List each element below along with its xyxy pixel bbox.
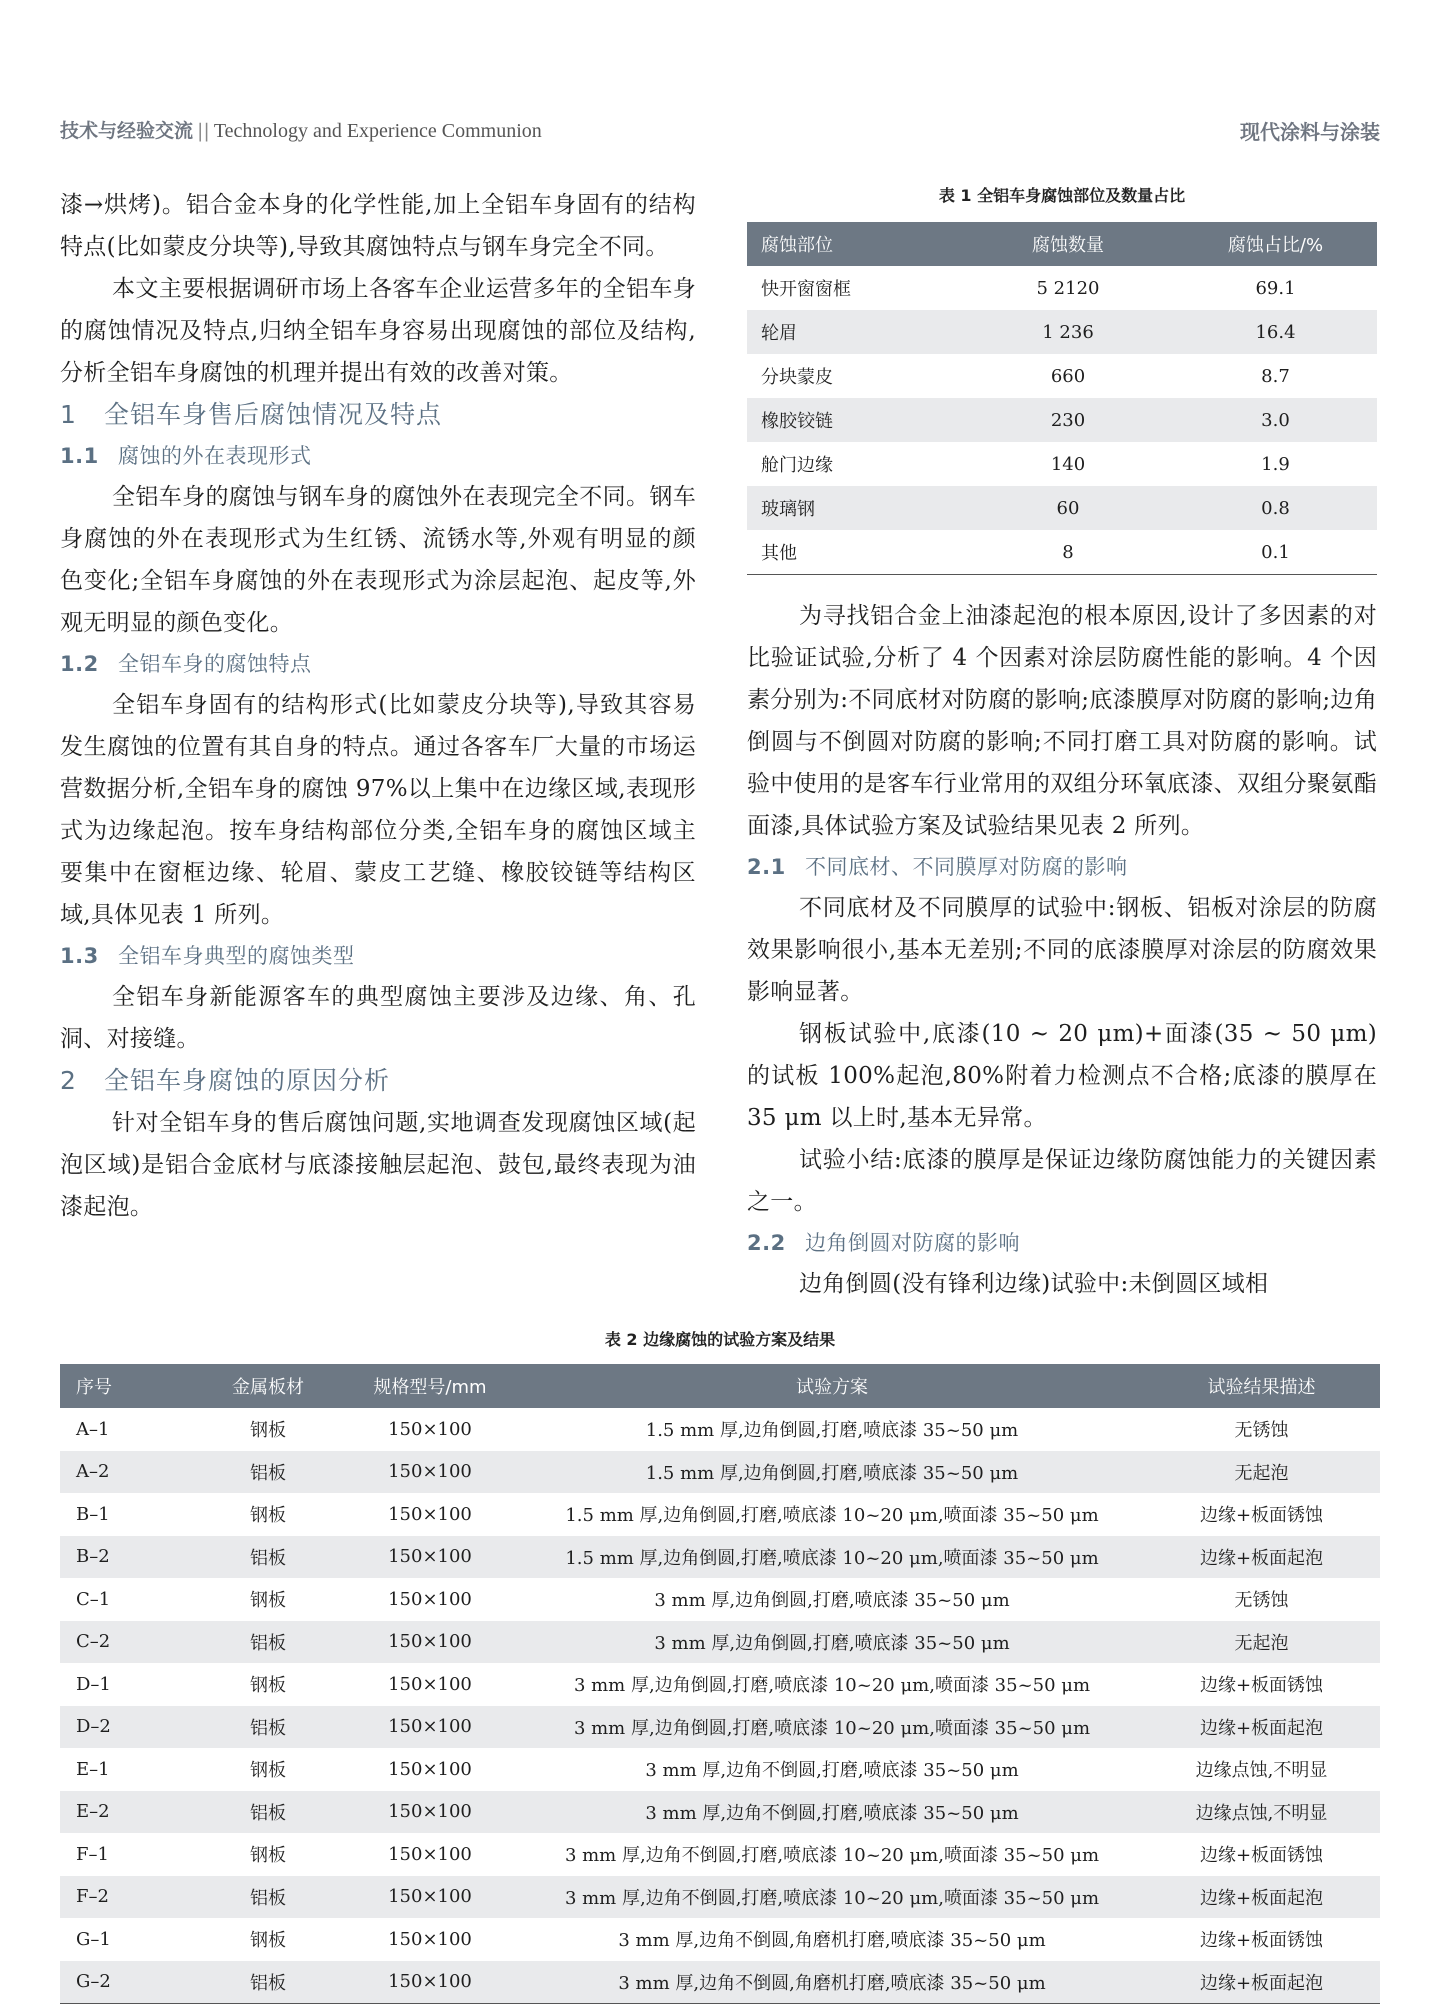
table-cell: 钢板 xyxy=(250,1505,286,1527)
paragraph: 试验小结:底漆的膜厚是保证边缘防腐蚀能力的关键因素之一。 xyxy=(747,1147,1377,1215)
section-heading xyxy=(60,394,696,436)
paragraph: 本文主要根据调研市场上各客车企业运营多年的全铝车身的腐蚀情况及特点,归纳全铝车身容易出现腐蚀的部位及结构,分析全铝车身腐蚀的机理并提出有效的改善对策。 xyxy=(60,276,696,386)
table-header-cell: 腐蚀占比/% xyxy=(1174,222,1377,266)
paragraph: 全铝车身固有的结构形式(比如蒙皮分块等),导致其容易发生腐蚀的位置有其自身的特点。通过各客车厂大量的市场运营数据分析,全铝车身的腐蚀 97%以上集中在边缘区域,表现形式为边缘起泡。按车身结构部位分类,全铝车身的腐蚀区域主要集中在窗框边缘、轮眉、蒙皮工艺缝、橡胶铰链等结构区域,具体见表 1 所列。 xyxy=(60,692,696,928)
table-header-cell: 腐蚀数量 xyxy=(962,222,1174,266)
table-cell: 铝板 xyxy=(197,1791,339,1834)
table-row xyxy=(60,1748,1380,1791)
table-cell: 3 mm 厚,边角不倒圆,打磨,喷底漆 10~20 μm,喷面漆 35~50 μm xyxy=(521,1876,1143,1919)
table-cell: 150×100 xyxy=(388,1843,472,1865)
table-cell: B–1 xyxy=(76,1503,110,1525)
table-cell: 60 xyxy=(962,486,1174,530)
table-cell: 150×100 xyxy=(339,1451,521,1494)
table-cell: 150×100 xyxy=(388,1418,472,1440)
table-header-cell: 试验结果描述 xyxy=(1143,1364,1380,1408)
table-row xyxy=(747,398,1377,442)
table-cell: 150×100 xyxy=(339,1621,521,1664)
table-cell: C–2 xyxy=(60,1621,197,1664)
table-cell: 钢板 xyxy=(250,1760,286,1782)
table-cell: 150×100 xyxy=(388,1758,472,1780)
table-cell: 150×100 xyxy=(388,1673,472,1695)
table-cell: 1.5 mm 厚,边角倒圆,打磨,喷底漆 10~20 μm,喷面漆 35~50 μm xyxy=(521,1536,1143,1579)
table-cell: 3 mm 厚,边角不倒圆,打磨,喷底漆 35~50 μm xyxy=(521,1791,1143,1834)
table-cell: 150×100 xyxy=(388,1588,472,1610)
table-cell: 5 2120 xyxy=(1036,277,1100,299)
table-cell: 铝板 xyxy=(197,1706,339,1749)
table-header-cell: 腐蚀部位 xyxy=(747,222,962,266)
table-row xyxy=(60,1578,1380,1621)
table-cell: 150×100 xyxy=(388,1928,472,1950)
table-row xyxy=(747,486,1377,530)
subsection-heading xyxy=(747,847,1377,887)
section-number: 2 xyxy=(60,1066,77,1095)
table-cell: 1.5 mm 厚,边角倒圆,打磨,喷底漆 35~50 μm xyxy=(645,1420,1019,1442)
subsection-title: 腐蚀的外在表现形式 xyxy=(118,444,312,468)
table-cell: 69.1 xyxy=(1255,277,1296,299)
table-cell: 1.9 xyxy=(1261,453,1290,475)
subsection-number: 1.3 xyxy=(60,944,99,968)
table-row xyxy=(747,266,1377,310)
table-cell: 230 xyxy=(962,398,1174,442)
table-cell: 1.5 mm 厚,边角倒圆,打磨,喷底漆 10~20 μm,喷面漆 35~50 μm xyxy=(565,1505,1099,1527)
section-heading xyxy=(60,1060,696,1102)
subsection-heading xyxy=(747,1223,1377,1263)
table-cell: 3 mm 厚,边角不倒圆,打磨,喷底漆 35~50 μm xyxy=(645,1760,1019,1782)
table-cell: 150×100 xyxy=(339,1961,521,2004)
table-cell: 舱门边缘 xyxy=(761,455,833,476)
subsection-title: 全铝车身典型的腐蚀类型 xyxy=(118,944,355,968)
subsection-number: 2.1 xyxy=(747,855,786,879)
table-cell: C–1 xyxy=(76,1588,111,1610)
table-cell: D–1 xyxy=(76,1673,111,1695)
subsection-title: 边角倒圆对防腐的影响 xyxy=(805,1231,1020,1255)
table-row xyxy=(60,1791,1380,1834)
table-cell: 8 xyxy=(962,530,1174,575)
table-header-row xyxy=(60,1364,1380,1408)
table-cell: 0.1 xyxy=(1174,530,1377,575)
table-row xyxy=(60,1833,1380,1876)
table-cell: 其他 xyxy=(747,530,962,575)
table-cell: 1 236 xyxy=(962,310,1174,354)
table-cell: E–2 xyxy=(60,1791,197,1834)
table-row xyxy=(60,1493,1380,1536)
table-cell: 钢板 xyxy=(250,1675,286,1697)
header-left xyxy=(60,116,542,143)
table-cell: 150×100 xyxy=(339,1706,521,1749)
table-cell: 铝板 xyxy=(197,1451,339,1494)
table-cell: 无锈蚀 xyxy=(1234,1420,1289,1442)
right-column xyxy=(747,184,1377,1305)
subsection-number: 1.2 xyxy=(60,652,99,676)
table-cell: 边缘+板面锈蚀 xyxy=(1199,1675,1324,1697)
table-cell: F–1 xyxy=(76,1843,109,1865)
paragraph: 为寻找铝合金上油漆起泡的根本原因,设计了多因素的对比验证试验,分析了 4 个因素对涂层防腐性能的影响。4 个因素分别为:不同底材对防腐的影响;底漆膜厚对防腐的影响;边角倒圆与不倒圆对防腐的影响;不同打磨工具对防腐的影响。试验中使用的是客车行业常用的双组分环氧底漆、双组分聚氨酯面漆,具体试验方案及试验结果见表 2 所列。 xyxy=(747,603,1377,839)
table-cell: 3 mm 厚,边角倒圆,打磨,喷底漆 35~50 μm xyxy=(521,1621,1143,1664)
table-cell: 3 mm 厚,边角倒圆,打磨,喷底漆 10~20 μm,喷面漆 35~50 μm xyxy=(573,1675,1091,1697)
section-title: 全铝车身售后腐蚀情况及特点 xyxy=(104,400,443,429)
table-cell: 无锈蚀 xyxy=(1234,1590,1289,1612)
table-row xyxy=(60,1621,1380,1664)
table-cell: 边缘+板面锈蚀 xyxy=(1199,1930,1324,1952)
table-row xyxy=(747,310,1377,354)
table-cell: 8.7 xyxy=(1261,365,1290,387)
table-row xyxy=(747,530,1377,575)
table-cell: 边缘+板面起泡 xyxy=(1143,1876,1380,1919)
table-row xyxy=(60,1408,1380,1451)
table-cell: 3.0 xyxy=(1174,398,1377,442)
paragraph: 全铝车身新能源客车的典型腐蚀主要涉及边缘、角、孔洞、对接缝。 xyxy=(60,984,696,1052)
table-cell: A–2 xyxy=(60,1451,197,1494)
table-cell: 边缘+板面起泡 xyxy=(1143,1961,1380,2004)
table-header-cell: 序号 xyxy=(60,1364,197,1408)
table-cell: 3 mm 厚,边角倒圆,打磨,喷底漆 35~50 μm xyxy=(654,1590,1010,1612)
section-title: 全铝车身腐蚀的原因分析 xyxy=(104,1066,391,1095)
table-header-cell: 金属板材 xyxy=(197,1364,339,1408)
table-cell: 铝板 xyxy=(197,1536,339,1579)
table1 xyxy=(747,222,1377,575)
paragraph: 不同底材及不同膜厚的试验中:钢板、铝板对涂层的防腐效果影响很小,基本无差别;不同的底漆膜厚对涂层的防腐效果影响显著。 xyxy=(747,895,1377,1005)
subsection-heading xyxy=(60,644,696,684)
table-cell: 钢板 xyxy=(250,1420,286,1442)
table-cell: 无起泡 xyxy=(1143,1621,1380,1664)
table-cell: 快开窗窗框 xyxy=(761,279,851,300)
table-cell: 边缘+板面锈蚀 xyxy=(1199,1845,1324,1867)
paragraph: 漆→烘烤)。铝合金本身的化学性能,加上全铝车身固有的结构特点(比如蒙皮分块等),导致其腐蚀特点与钢车身完全不同。 xyxy=(60,192,696,260)
table-cell: 150×100 xyxy=(339,1791,521,1834)
table-cell: E–1 xyxy=(76,1758,110,1780)
header-separator: || xyxy=(197,120,210,142)
table-cell: 3 mm 厚,边角不倒圆,角磨机打磨,喷底漆 35~50 μm xyxy=(521,1961,1143,2004)
table-cell: 140 xyxy=(1050,453,1086,475)
table-cell: B–2 xyxy=(60,1536,197,1579)
table-cell: 3 mm 厚,边角不倒圆,打磨,喷底漆 10~20 μm,喷面漆 35~50 μm xyxy=(564,1845,1100,1867)
table-cell: 150×100 xyxy=(339,1876,521,1919)
table-cell: 1.5 mm 厚,边角倒圆,打磨,喷底漆 35~50 μm xyxy=(521,1451,1143,1494)
subsection-heading xyxy=(60,436,696,476)
table-cell: 16.4 xyxy=(1174,310,1377,354)
table-cell: 150×100 xyxy=(339,1536,521,1579)
table-cell: 无起泡 xyxy=(1143,1451,1380,1494)
table1-caption: 表 1 全铝车身腐蚀部位及数量占比 xyxy=(938,186,1186,205)
table-cell: 玻璃钢 xyxy=(747,486,962,530)
table-cell: 铝板 xyxy=(197,1621,339,1664)
subsection-title: 全铝车身的腐蚀特点 xyxy=(118,652,312,676)
table-row xyxy=(60,1536,1380,1579)
subsection-heading xyxy=(60,936,696,976)
table-cell: 边缘+板面锈蚀 xyxy=(1199,1505,1324,1527)
table-header-cell: 规格型号/mm xyxy=(339,1364,521,1408)
table-row xyxy=(60,1706,1380,1749)
table-cell: G–2 xyxy=(60,1961,197,2004)
section-number: 1 xyxy=(60,400,77,429)
table-row xyxy=(747,354,1377,398)
table2-caption: 表 2 边缘腐蚀的试验方案及结果 xyxy=(604,1330,836,1349)
table-row xyxy=(60,1451,1380,1494)
table-header-cell: 试验方案 xyxy=(521,1364,1143,1408)
table2 xyxy=(60,1364,1380,2004)
running-header xyxy=(60,116,1380,142)
table-cell: 分块蒙皮 xyxy=(761,367,833,388)
paragraph: 钢板试验中,底漆(10 ~ 20 μm)+面漆(35 ~ 50 μm) 的试板 100%起泡,80%附着力检测点不合格;底漆的膜厚在 35 μm 以上时,基本无异常。 xyxy=(747,1021,1377,1131)
table-cell: 边缘点蚀,不明显 xyxy=(1143,1791,1380,1834)
table-cell: 铝板 xyxy=(197,1876,339,1919)
table2-container xyxy=(60,1328,1380,2004)
header-section-cn: 技术与经验交流 xyxy=(60,120,194,142)
table-header-row xyxy=(747,222,1377,266)
journal-name: 现代涂料与涂装 xyxy=(1240,120,1380,144)
subsection-number: 2.2 xyxy=(747,1231,786,1255)
table-cell: 轮眉 xyxy=(747,310,962,354)
table-row xyxy=(747,442,1377,486)
table-cell: 边缘点蚀,不明显 xyxy=(1195,1760,1328,1782)
table-row xyxy=(60,1961,1380,2004)
table-cell: 铝板 xyxy=(197,1961,339,2004)
table-cell: 橡胶铰链 xyxy=(747,398,962,442)
table-cell: D–2 xyxy=(60,1706,197,1749)
table-row xyxy=(60,1663,1380,1706)
table-cell: 边缘+板面起泡 xyxy=(1143,1706,1380,1749)
left-column xyxy=(60,184,696,1228)
table-cell: 钢板 xyxy=(250,1930,286,1952)
table-cell: 钢板 xyxy=(250,1845,286,1867)
table2-body xyxy=(60,1408,1380,2004)
table-cell: A–1 xyxy=(76,1418,110,1440)
table-cell: 660 xyxy=(1050,365,1086,387)
subsection-title: 不同底材、不同膜厚对防腐的影响 xyxy=(805,855,1128,879)
header-section-en: Technology and Experience Communion xyxy=(213,120,542,142)
table-cell: 3 mm 厚,边角不倒圆,角磨机打磨,喷底漆 35~50 μm xyxy=(618,1930,1046,1952)
table-cell: 0.8 xyxy=(1174,486,1377,530)
table-row xyxy=(60,1876,1380,1919)
paragraph: 边角倒圆(没有锋利边缘)试验中:未倒圆区域相 xyxy=(799,1271,1269,1297)
paragraph: 针对全铝车身的售后腐蚀问题,实地调查发现腐蚀区域(起泡区域)是铝合金底材与底漆接触层起泡、鼓包,最终表现为油漆起泡。 xyxy=(60,1110,696,1220)
table-cell: 边缘+板面起泡 xyxy=(1143,1536,1380,1579)
subsection-number: 1.1 xyxy=(60,444,99,468)
table-cell: 150×100 xyxy=(388,1503,472,1525)
table-cell: 钢板 xyxy=(250,1590,286,1612)
paragraph: 全铝车身的腐蚀与钢车身的腐蚀外在表现完全不同。钢车身腐蚀的外在表现形式为生红锈、流锈水等,外观有明显的颜色变化;全铝车身腐蚀的外在表现形式为涂层起泡、起皮等,外观无明显的颜色变化。 xyxy=(60,484,696,636)
table-cell: F–2 xyxy=(60,1876,197,1919)
table-cell: 3 mm 厚,边角倒圆,打磨,喷底漆 10~20 μm,喷面漆 35~50 μm xyxy=(521,1706,1143,1749)
table-cell: G–1 xyxy=(76,1928,111,1950)
table-row xyxy=(60,1918,1380,1961)
